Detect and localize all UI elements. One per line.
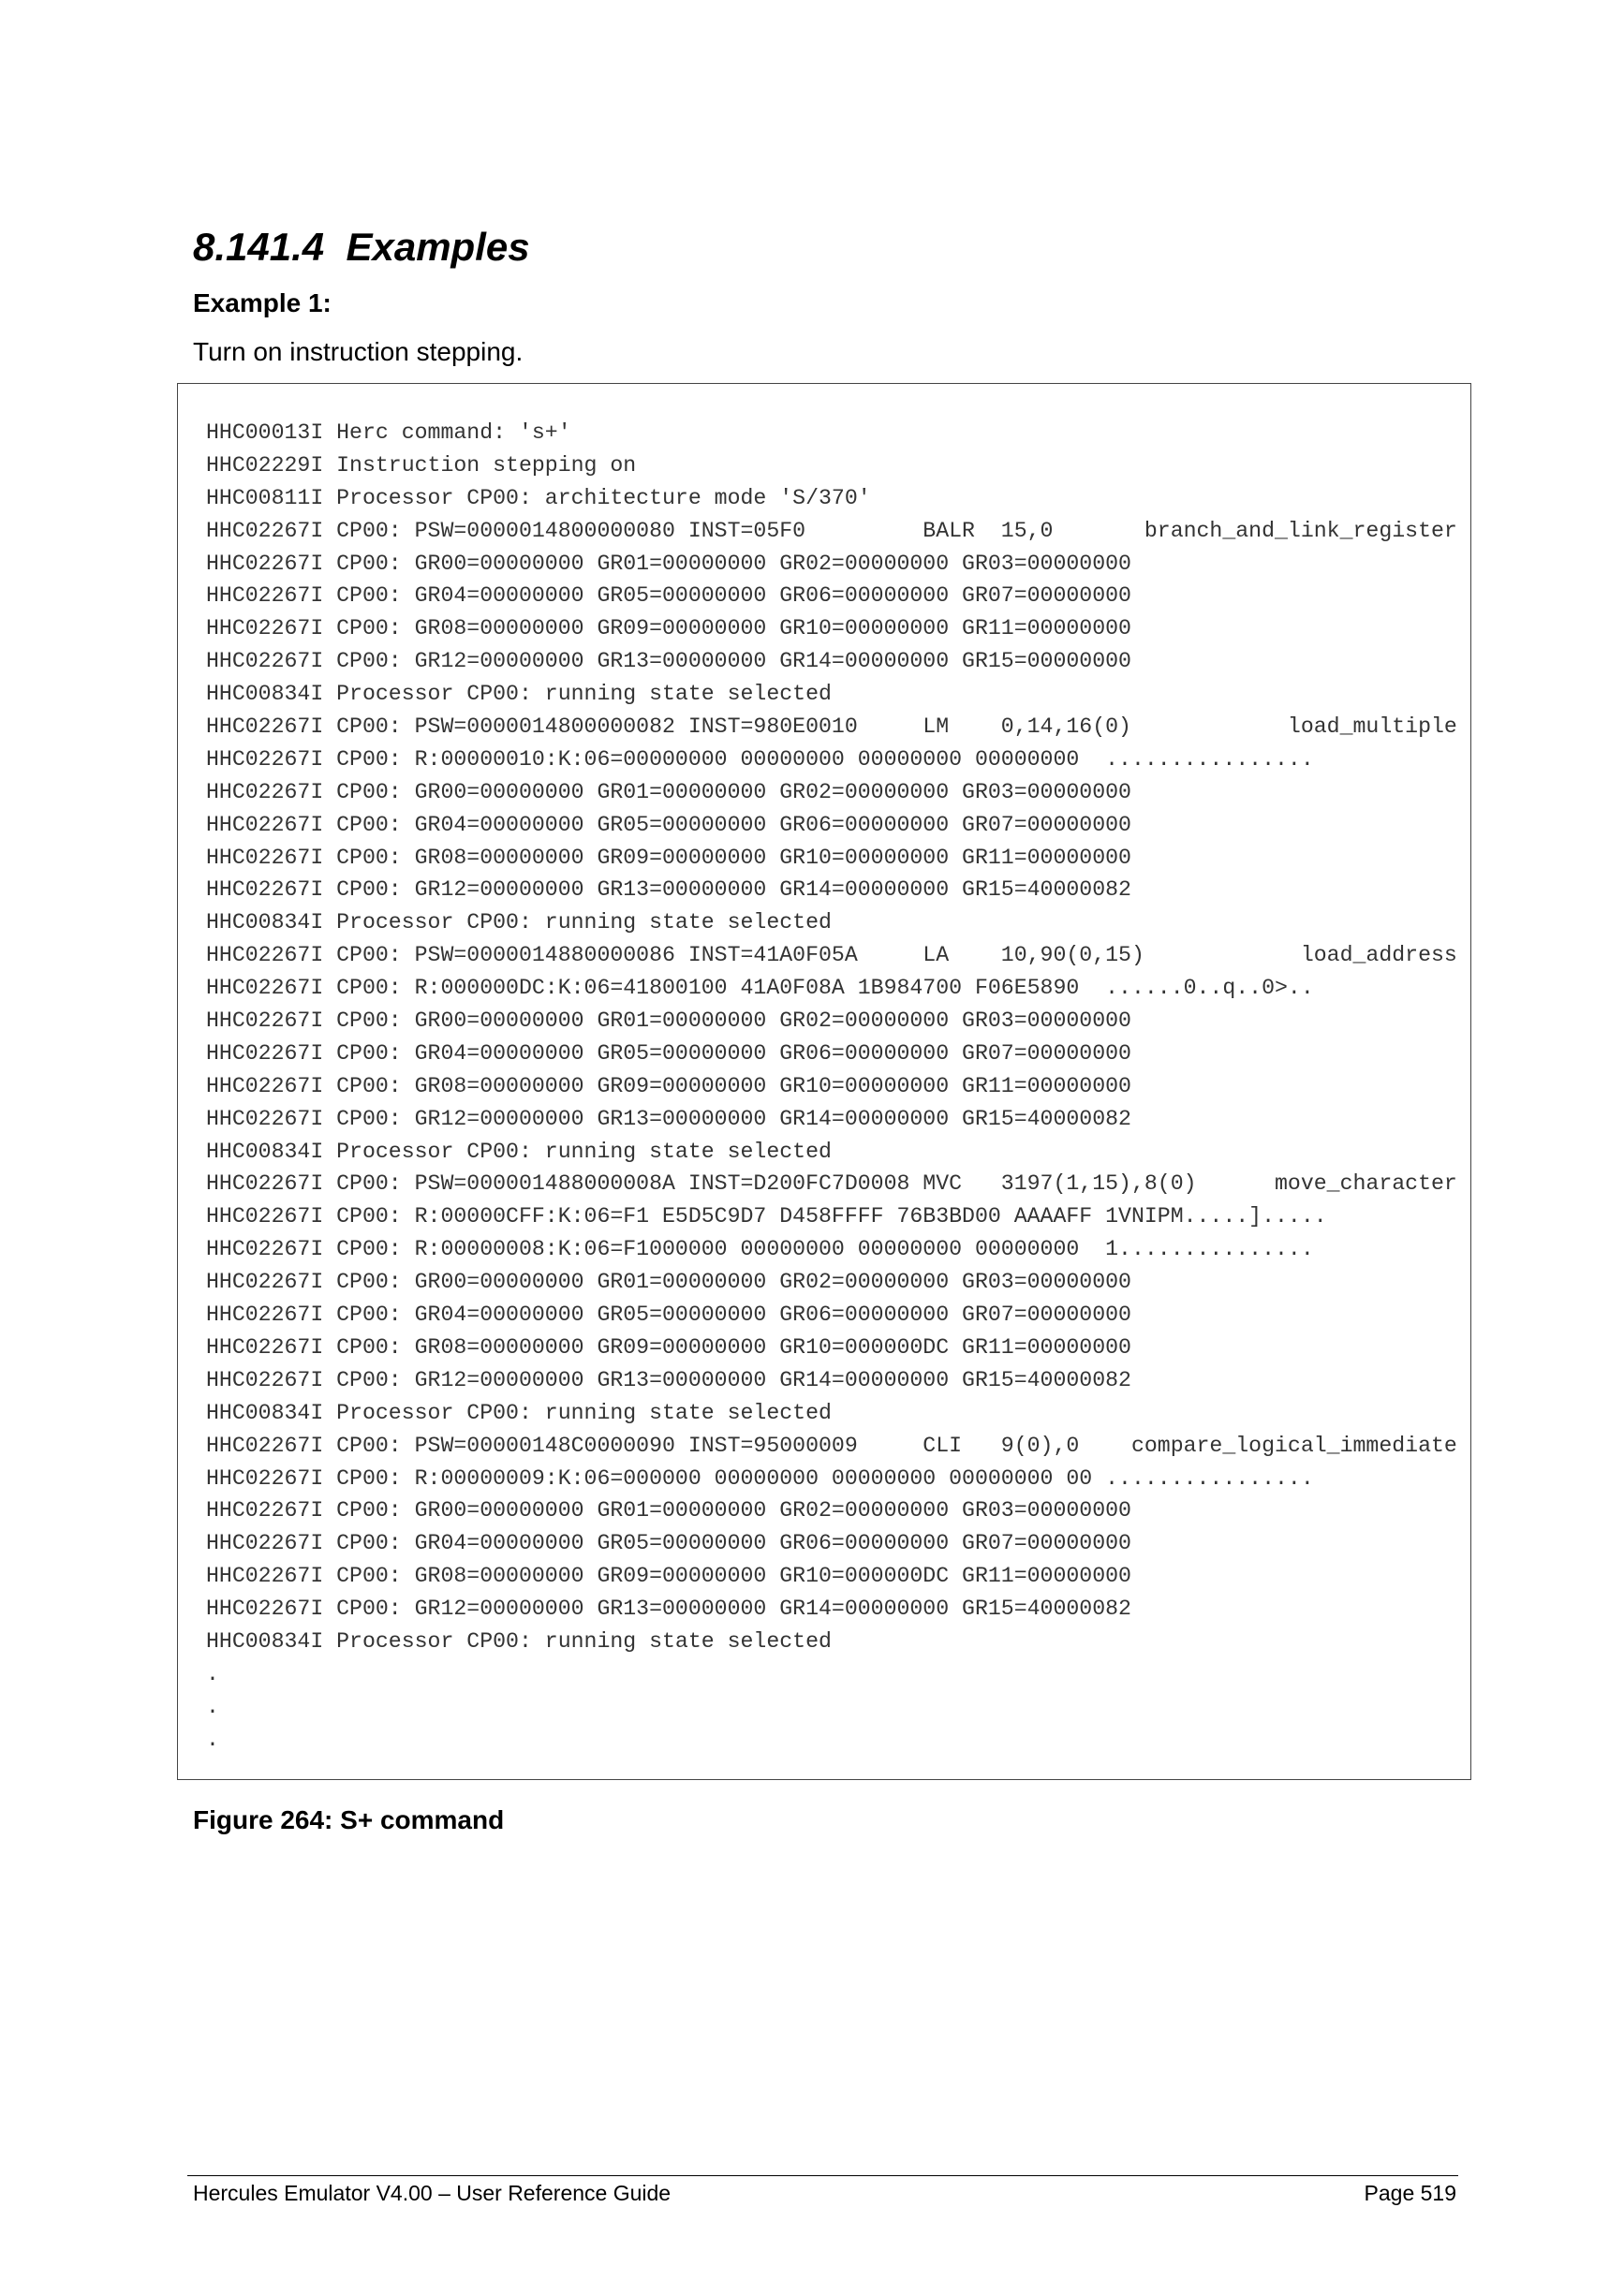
console-line: HHC02267I CP00: R:00000010:K:06=00000000 00000000 00000000 00000000 ................ (206, 746, 1314, 772)
console-line: HHC02267I CP00: GR04=00000000 GR05=00000000 GR06=00000000 GR07=00000000 (206, 1531, 1131, 1556)
console-line: HHC02229I Instruction stepping on (206, 452, 637, 478)
console-line: HHC02267I CP00: GR00=00000000 GR01=00000000 GR02=00000000 GR03=00000000 (206, 551, 1131, 576)
footer-divider (187, 2175, 1458, 2176)
console-line: HHC02267I CP00: GR00=00000000 GR01=00000000 GR02=00000000 GR03=00000000 (206, 779, 1131, 804)
console-output-lines (206, 417, 1457, 1757)
console-line: HHC02267I CP00: GR12=00000000 GR13=00000000 GR14=00000000 GR15=40000082 (206, 1367, 1131, 1392)
example-description: Turn on instruction stepping. (193, 337, 524, 366)
console-line: HHC00013I Herc command: 's+' (206, 420, 571, 445)
console-line: HHC02267I CP00: GR04=00000000 GR05=00000000 GR06=00000000 GR07=00000000 (206, 812, 1131, 837)
console-line: HHC02267I CP00: R:00000CFF:K:06=F1 E5D5C9D7 D458FFFF 76B3BD00 AAAAFF 1VNIPM.....]..... (206, 1204, 1327, 1229)
footer-page-number: Page 519 (1364, 2181, 1456, 2205)
console-line: HHC02267I CP00: GR00=00000000 GR01=00000000 GR02=00000000 GR03=00000000 (206, 1008, 1131, 1034)
console-line: HHC02267I CP00: GR12=00000000 GR13=00000000 GR14=00000000 GR15=40000082 (206, 1597, 1131, 1622)
console-line: HHC02267I CP00: GR00=00000000 GR01=00000000 GR02=00000000 GR03=00000000 (206, 1498, 1131, 1523)
console-line: HHC02267I CP00: GR00=00000000 GR01=00000000 GR02=00000000 GR03=00000000 (206, 1270, 1131, 1295)
section-heading: 8.141.4 Examples (193, 225, 530, 269)
console-line: HHC00834I Processor CP00: running state selected (206, 682, 832, 707)
console-line: HHC02267I CP00: GR04=00000000 GR05=00000000 GR06=00000000 GR07=00000000 (206, 1303, 1131, 1328)
console-line: HHC02267I CP00: GR08=00000000 GR09=00000000 GR10=000000DC GR11=00000000 (206, 1334, 1131, 1360)
console-line: . (206, 1727, 219, 1752)
console-line: HHC02267I CP00: PSW=000001488000008A INST=D200FC7D0008 MVC 3197(1,15),8(0) move_character (206, 1171, 1457, 1197)
console-line: HHC02267I CP00: R:00000008:K:06=F1000000 00000000 00000000 00000000 1............... (206, 1237, 1314, 1262)
console-line: HHC02267I CP00: GR08=00000000 GR09=00000000 GR10=000000DC GR11=00000000 (206, 1564, 1131, 1589)
console-line: HHC00834I Processor CP00: running state selected (206, 910, 832, 935)
console-line: HHC02267I CP00: PSW=00000148C0000090 INST=95000009 CLI 9(0),0 compare_logical_immediate (206, 1433, 1457, 1458)
figure-caption: Figure 264: S+ command (193, 1805, 505, 1834)
console-line: HHC00834I Processor CP00: running state selected (206, 1400, 832, 1425)
console-line: HHC02267I CP00: GR08=00000000 GR09=00000000 GR10=00000000 GR11=00000000 (206, 616, 1131, 641)
console-line: HHC02267I CP00: GR12=00000000 GR13=00000000 GR14=00000000 GR15=00000000 (206, 649, 1131, 674)
console-line: HHC02267I CP00: GR08=00000000 GR09=00000000 GR10=00000000 GR11=00000000 (206, 1073, 1131, 1098)
console-line: . (206, 1661, 219, 1686)
console-line: HHC02267I CP00: GR12=00000000 GR13=00000000 GR14=00000000 GR15=40000082 (206, 1106, 1131, 1131)
console-line: HHC02267I CP00: PSW=0000014800000080 INST=05F0 BALR 15,0 branch_and_link_register (206, 518, 1457, 543)
console-line: HHC02267I CP00: GR04=00000000 GR05=00000000 GR06=00000000 GR07=00000000 (206, 583, 1131, 609)
console-line: HHC02267I CP00: PSW=0000014880000086 INST=41A0F05A LA 10,90(0,15) load_address (206, 943, 1457, 968)
console-line: HHC00811I Processor CP00: architecture mode 'S/370' (206, 485, 871, 510)
console-line: HHC02267I CP00: PSW=0000014800000082 INST=980E0010 LM 0,14,16(0) load_multiple (206, 714, 1457, 740)
example-title: Example 1: (193, 288, 332, 317)
console-line: HHC02267I CP00: GR08=00000000 GR09=00000000 GR10=00000000 GR11=00000000 (206, 845, 1131, 870)
console-output-box (177, 383, 1471, 1780)
console-line: . (206, 1694, 219, 1719)
console-line: HHC00834I Processor CP00: running state selected (206, 1628, 832, 1654)
footer-document-title: Hercules Emulator V4.00 – User Reference Guide (193, 2181, 672, 2205)
console-line: HHC00834I Processor CP00: running state selected (206, 1139, 832, 1164)
console-line: HHC02267I CP00: R:00000009:K:06=000000 00000000 00000000 00000000 00 ................ (206, 1465, 1314, 1491)
console-line: HHC02267I CP00: R:000000DC:K:06=41800100 41A0F08A 1B984700 F06E5890 ......0..q..0>.. (206, 976, 1314, 1001)
console-line: HHC02267I CP00: GR12=00000000 GR13=00000000 GR14=00000000 GR15=40000082 (206, 877, 1131, 903)
console-line: HHC02267I CP00: GR04=00000000 GR05=00000000 GR06=00000000 GR07=00000000 (206, 1040, 1131, 1066)
